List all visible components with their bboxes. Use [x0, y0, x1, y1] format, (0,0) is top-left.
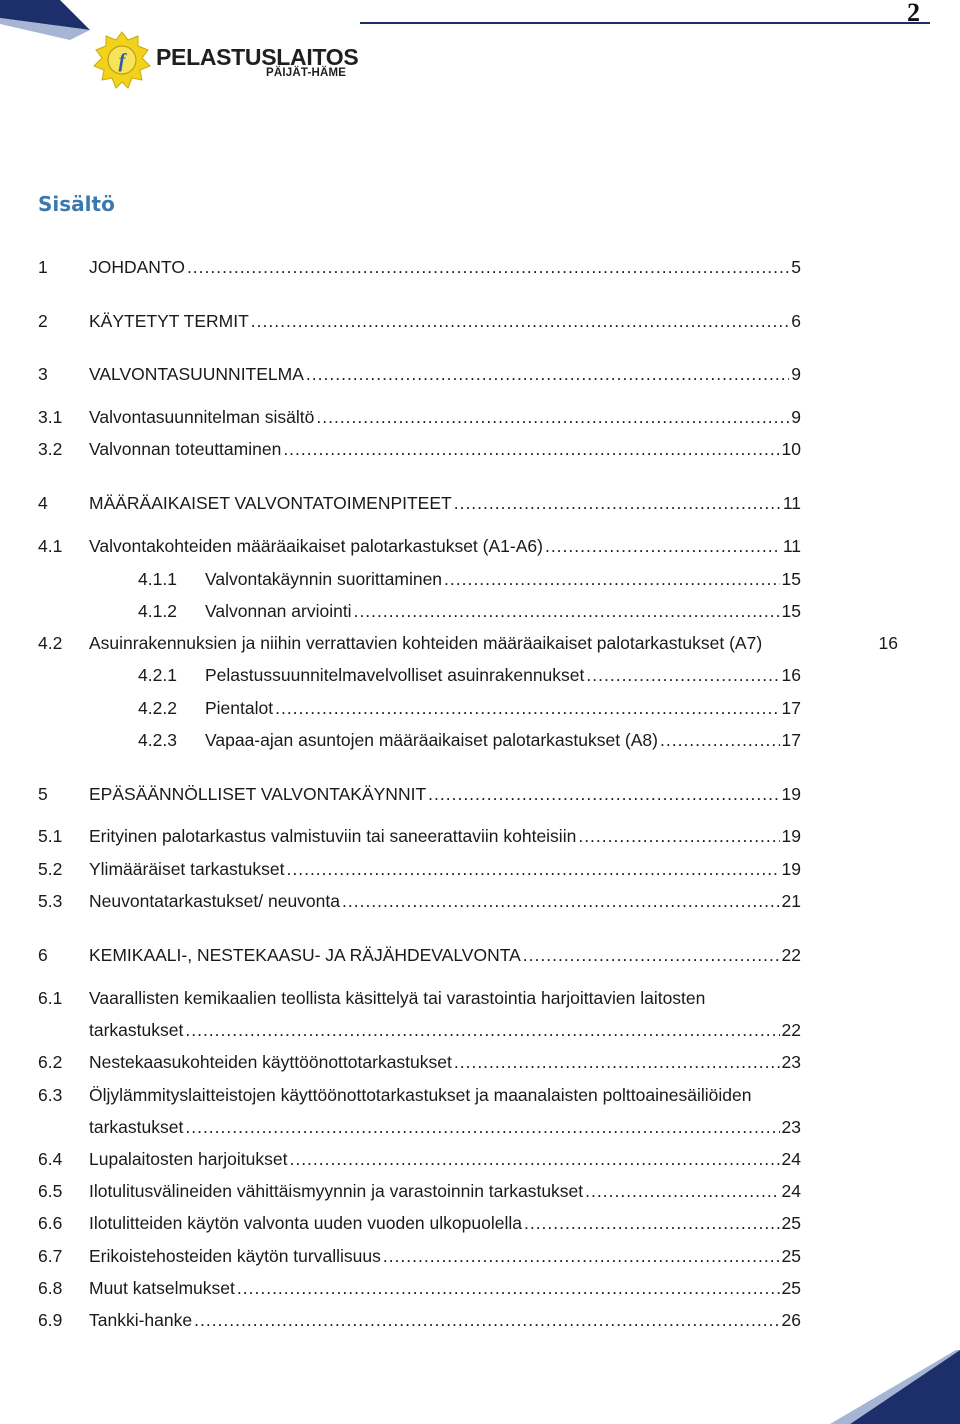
toc-entry-page: 5	[791, 257, 801, 277]
toc-entry-number: 6.9	[38, 1310, 63, 1330]
toc-entry-text: Valvontakohteiden määräaikaiset palotarkastukset (A1-A6)	[89, 536, 543, 556]
toc-leader-dots	[454, 492, 781, 514]
toc-leader-dots	[237, 1277, 780, 1299]
toc-entry[interactable]	[38, 1277, 801, 1299]
toc-entry-text: MÄÄRÄAIKAISET VALVONTATOIMENPITEET	[89, 493, 452, 513]
toc-entry-number: 4.2.2	[138, 698, 177, 718]
toc-entry-number: 4.1.2	[138, 601, 177, 621]
toc-entry-page: 15	[781, 601, 801, 621]
toc-leader-dots	[586, 664, 779, 686]
toc-entry-text: KEMIKAALI-, NESTEKAASU- JA RÄJÄHDEVALVONTA	[89, 945, 521, 965]
toc-entry[interactable]	[38, 783, 801, 805]
toc-entry[interactable]	[38, 944, 801, 966]
toc-entry[interactable]	[38, 1116, 801, 1138]
logo-name: PELASTUSLAITOS	[156, 44, 359, 70]
toc-leader-dots	[289, 1148, 779, 1170]
toc-entry-page: 26	[781, 1310, 801, 1330]
toc-entry[interactable]	[38, 363, 801, 385]
toc-title: Sisältö	[38, 192, 115, 216]
toc-entry-number: 2	[38, 311, 48, 331]
toc-entry-text: Pientalot	[205, 698, 274, 718]
toc-entry-page: 25	[781, 1213, 801, 1233]
toc-entry-number: 4.2	[38, 633, 63, 653]
toc-entry-text: Valvonnan arviointi	[205, 601, 352, 621]
toc-entry-text-line1: Öljylämmityslaitteistojen käyttöönottotarkastukset ja maanalaisten polttoainesäiliöiden	[89, 1085, 752, 1105]
toc-entry-page: 15	[781, 569, 801, 589]
toc-entry-page: 19	[781, 826, 801, 846]
toc-leader-dots	[251, 310, 789, 332]
toc-leader-dots	[523, 944, 780, 966]
toc-entry-page: 16	[781, 665, 801, 685]
toc-leader-dots	[194, 1309, 779, 1331]
toc-entry-text: VALVONTASUUNNITELMA	[89, 364, 304, 384]
logo-region: PÄIJÄT-HÄME	[266, 67, 347, 79]
toc-entry-text: tarkastukset	[89, 1020, 184, 1040]
toc-entry-text: Nestekaasukohteiden käyttöönottotarkastukset	[89, 1052, 452, 1072]
toc-entry-number: 6.1	[38, 988, 63, 1008]
toc-entry[interactable]	[38, 858, 801, 880]
toc-entry[interactable]	[38, 492, 801, 514]
toc-entry-page: 25	[781, 1246, 801, 1266]
toc-entry[interactable]	[38, 1212, 801, 1234]
toc-entry[interactable]	[38, 406, 801, 428]
toc-entry[interactable]	[38, 1309, 801, 1331]
toc-entry[interactable]	[38, 438, 801, 460]
toc-leader-dots	[428, 783, 779, 805]
toc-entry[interactable]	[38, 1019, 801, 1041]
toc-entry-text: JOHDANTO	[89, 257, 185, 277]
toc-leader-dots	[185, 1116, 779, 1138]
toc-entry[interactable]	[38, 1245, 801, 1267]
toc-entry-page: 23	[781, 1117, 801, 1137]
toc-entry-number: 3	[38, 364, 48, 384]
toc-entry-text: Vapaa-ajan asuntojen määräaikaiset palotarkastukset (A8)	[205, 730, 658, 750]
toc-entry-text-line1: Vaarallisten kemikaalien teollista käsittelyä tai varastointia harjoittavien laitosten	[89, 988, 706, 1008]
page-number: 2	[907, 0, 920, 27]
toc-entry-text: Ilotulitusvälineiden vähittäismyynnin ja varastoinnin tarkastukset	[89, 1181, 584, 1201]
toc-entry-text: Tankki-hanke	[89, 1310, 193, 1330]
toc-entry-page: 24	[781, 1181, 801, 1201]
toc-leader-dots	[185, 1019, 779, 1041]
toc-entry-number: 1	[38, 257, 48, 277]
toc-leader-dots	[585, 1180, 779, 1202]
toc-entry-page: 16	[878, 633, 898, 653]
toc-entry[interactable]	[38, 1051, 801, 1073]
toc-leader-dots	[444, 568, 779, 590]
toc-leader-dots	[578, 825, 779, 847]
toc-entry-number: 3.1	[38, 407, 63, 427]
toc-entry-page: 9	[791, 364, 801, 384]
toc-entry-page: 22	[781, 945, 801, 965]
toc-entry-text: Lupalaitosten harjoitukset	[89, 1149, 288, 1169]
toc-entry-text: Ilotulitteiden käytön valvonta uuden vuoden ulkopuolella	[89, 1213, 522, 1233]
toc-leader-dots	[660, 729, 780, 751]
toc-entry-text: Valvonnan toteuttaminen	[89, 439, 282, 459]
toc-entry[interactable]	[38, 1148, 801, 1170]
toc-entry-text: Erityinen palotarkastus valmistuviin tai saneerattaviin kohteisiin	[89, 826, 577, 846]
toc-leader-dots	[524, 1212, 780, 1234]
toc-leader-dots	[306, 363, 789, 385]
toc-leader-dots	[454, 1051, 780, 1073]
toc-entry-page: 10	[781, 439, 801, 459]
toc-entry[interactable]	[38, 632, 898, 654]
toc-entry-text: Valvontasuunnitelman sisältö	[89, 407, 315, 427]
toc-leader-dots	[383, 1245, 780, 1267]
svg-text:f: f	[118, 50, 126, 72]
toc-entry[interactable]	[38, 535, 801, 557]
toc-entry-number: 6.7	[38, 1246, 63, 1266]
toc-entry-text: Valvontakäynnin suorittaminen	[205, 569, 443, 589]
toc-entry-number: 4	[38, 493, 48, 513]
toc-leader-dots	[287, 858, 780, 880]
toc-entry-page: 23	[781, 1052, 801, 1072]
toc-entry-number: 4.2.1	[138, 665, 177, 685]
toc-entry-page: 17	[781, 730, 801, 750]
toc-entry[interactable]	[138, 568, 801, 590]
toc-leader-dots	[275, 697, 779, 719]
toc-leader-dots	[545, 535, 781, 557]
toc-entry-page: 9	[791, 407, 801, 427]
toc-entry-page: 19	[781, 784, 801, 804]
toc-entry-number: 6.8	[38, 1278, 63, 1298]
toc-entry-text: Neuvontatarkastukset/ neuvonta	[89, 891, 340, 911]
toc-entry[interactable]	[38, 1180, 801, 1202]
toc-entry-page: 21	[781, 891, 801, 911]
toc-entry-text: EPÄSÄÄNNÖLLISET VALVONTAKÄYNNIT	[89, 784, 427, 804]
toc-leader-dots	[342, 890, 780, 912]
toc-entry-text: Pelastussuunnitelmavelvolliset asuinrakennukset	[205, 665, 585, 685]
toc-entry-text: Ylimääräiset tarkastukset	[89, 859, 285, 879]
toc-entry-page: 6	[791, 311, 801, 331]
toc-entry[interactable]	[38, 310, 801, 332]
toc-entry-number: 6.4	[38, 1149, 63, 1169]
toc-entry[interactable]	[138, 600, 801, 622]
toc-entry-number: 6	[38, 945, 48, 965]
toc-entry-number: 4.2.3	[138, 730, 177, 750]
toc-entry[interactable]	[138, 729, 801, 751]
toc-entry-text: Muut katselmukset	[89, 1278, 235, 1298]
toc-entry[interactable]	[38, 890, 801, 912]
toc-entry[interactable]	[138, 697, 801, 719]
toc-entry-text: KÄYTETYT TERMIT	[89, 311, 249, 331]
toc-entry[interactable]	[38, 825, 801, 847]
toc-leader-dots	[187, 256, 789, 278]
toc-entry-number: 6.3	[38, 1085, 63, 1105]
toc-entry-text: tarkastukset	[89, 1117, 184, 1137]
toc-entry[interactable]	[138, 664, 801, 686]
toc-entry-page: 25	[781, 1278, 801, 1298]
toc-entry-page: 22	[781, 1020, 801, 1040]
toc-entry-number: 5.1	[38, 826, 63, 846]
toc-entry-number: 6.2	[38, 1052, 63, 1072]
toc-entry-number: 5	[38, 784, 48, 804]
toc-entry-number: 4.1	[38, 536, 63, 556]
toc-entry-number: 4.1.1	[138, 569, 177, 589]
toc-leader-dots	[316, 406, 789, 428]
toc-entry-page: 24	[781, 1149, 801, 1169]
header-rule	[360, 22, 930, 24]
footer-corner-band	[760, 1350, 960, 1424]
toc-entry[interactable]	[38, 256, 801, 278]
toc-entry-number: 5.2	[38, 859, 63, 879]
toc-leader-dots	[283, 438, 779, 460]
toc-entry-page: 11	[782, 493, 801, 513]
toc-entry-number: 3.2	[38, 439, 63, 459]
toc-entry-number: 6.5	[38, 1181, 63, 1201]
toc-entry-text: Asuinrakennuksien ja niihin verrattavien kohteiden määräaikaiset palotarkastukset (A7)	[89, 633, 763, 653]
toc-entry-page: 11	[782, 536, 801, 556]
toc-entry-number: 5.3	[38, 891, 63, 911]
toc-leader-dots	[354, 600, 780, 622]
toc-entry-number: 6.6	[38, 1213, 63, 1233]
toc-entry-text: Erikoistehosteiden käytön turvallisuus	[89, 1246, 381, 1266]
rescue-service-emblem-icon	[92, 30, 152, 90]
toc-entry-page: 17	[781, 698, 801, 718]
toc-entry-page: 19	[781, 859, 801, 879]
